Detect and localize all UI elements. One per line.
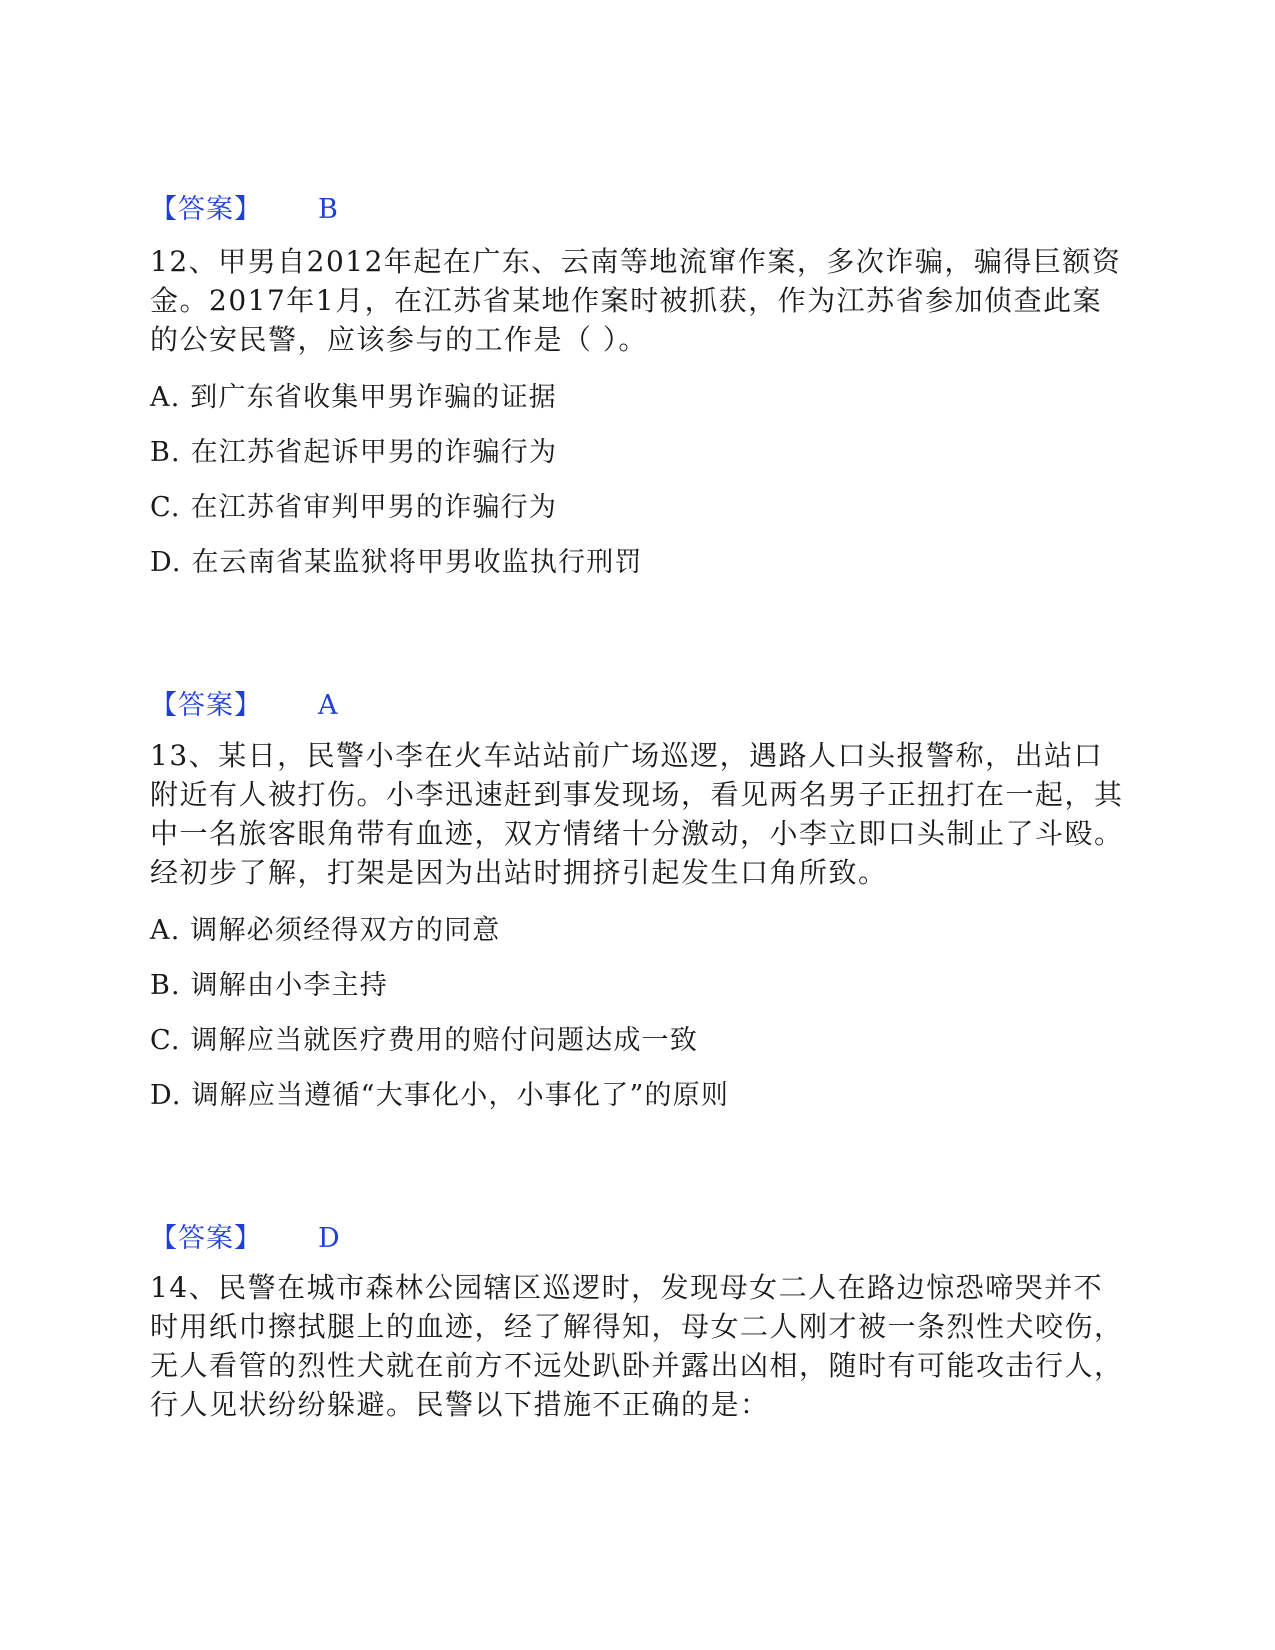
answer-label: 【答案】 — [150, 690, 262, 721]
option-b: B. 在江苏省起诉甲男的诈骗行为 — [150, 437, 558, 468]
answer-line-1 — [150, 187, 339, 226]
option-d: D. 调解应当遵循“大事化小，小事化了”的原则 — [150, 1080, 730, 1111]
answer-line-3 — [150, 1216, 341, 1255]
option-a: A. 到广东省收集甲男诈骗的证据 — [150, 382, 557, 413]
question-13: 13、某日，民警小李在火车站站前广场巡逻，遇路人口头报警称，出站口附近有人被打伤。小李迅速赶到事发现场，看见两名男子正扭打在一起，其中一名旅客眼角带有血迹，双方情绪十分激动，小李立即口头制止了斗殴。经初步了解，打架是因为出站时拥挤引起发生口角所致。 — [150, 739, 1124, 889]
answer-value: A — [318, 690, 339, 721]
question-12: 12、甲男自2012年起在广东、云南等地流窜作案，多次诈骗，骗得巨额资金。2017年1月，在江苏省某地作案时被抓获，作为江苏省参加侦查此案的公安民警，应该参与的工作是（ ）。 — [150, 245, 1122, 356]
option-b: B. 调解由小李主持 — [150, 970, 389, 1001]
answer-value: B — [318, 194, 339, 225]
answer-label: 【答案】 — [150, 194, 262, 225]
answer-line-2 — [150, 683, 339, 722]
option-c: C. 在江苏省审判甲男的诈骗行为 — [150, 492, 558, 523]
answer-value: D — [318, 1223, 341, 1254]
option-a: A. 调解必须经得双方的同意 — [150, 915, 501, 946]
answer-label: 【答案】 — [150, 1223, 262, 1254]
question-14: 14、民警在城市森林公园辖区巡逻时，发现母女二人在路边惊恐啼哭并不时用纸巾擦拭腿上的血迹，经了解得知，母女二人刚才被一条烈性犬咬伤，无人看管的烈性犬就在前方不远处趴卧并露出凶相，随时有可能攻击行人，行人见状纷纷躲避。民警以下措施不正确的是： — [150, 1271, 1124, 1421]
option-c: C. 调解应当就医疗费用的赔付问题达成一致 — [150, 1025, 699, 1056]
option-d: D. 在云南省某监狱将甲男收监执行刑罚 — [150, 547, 643, 578]
